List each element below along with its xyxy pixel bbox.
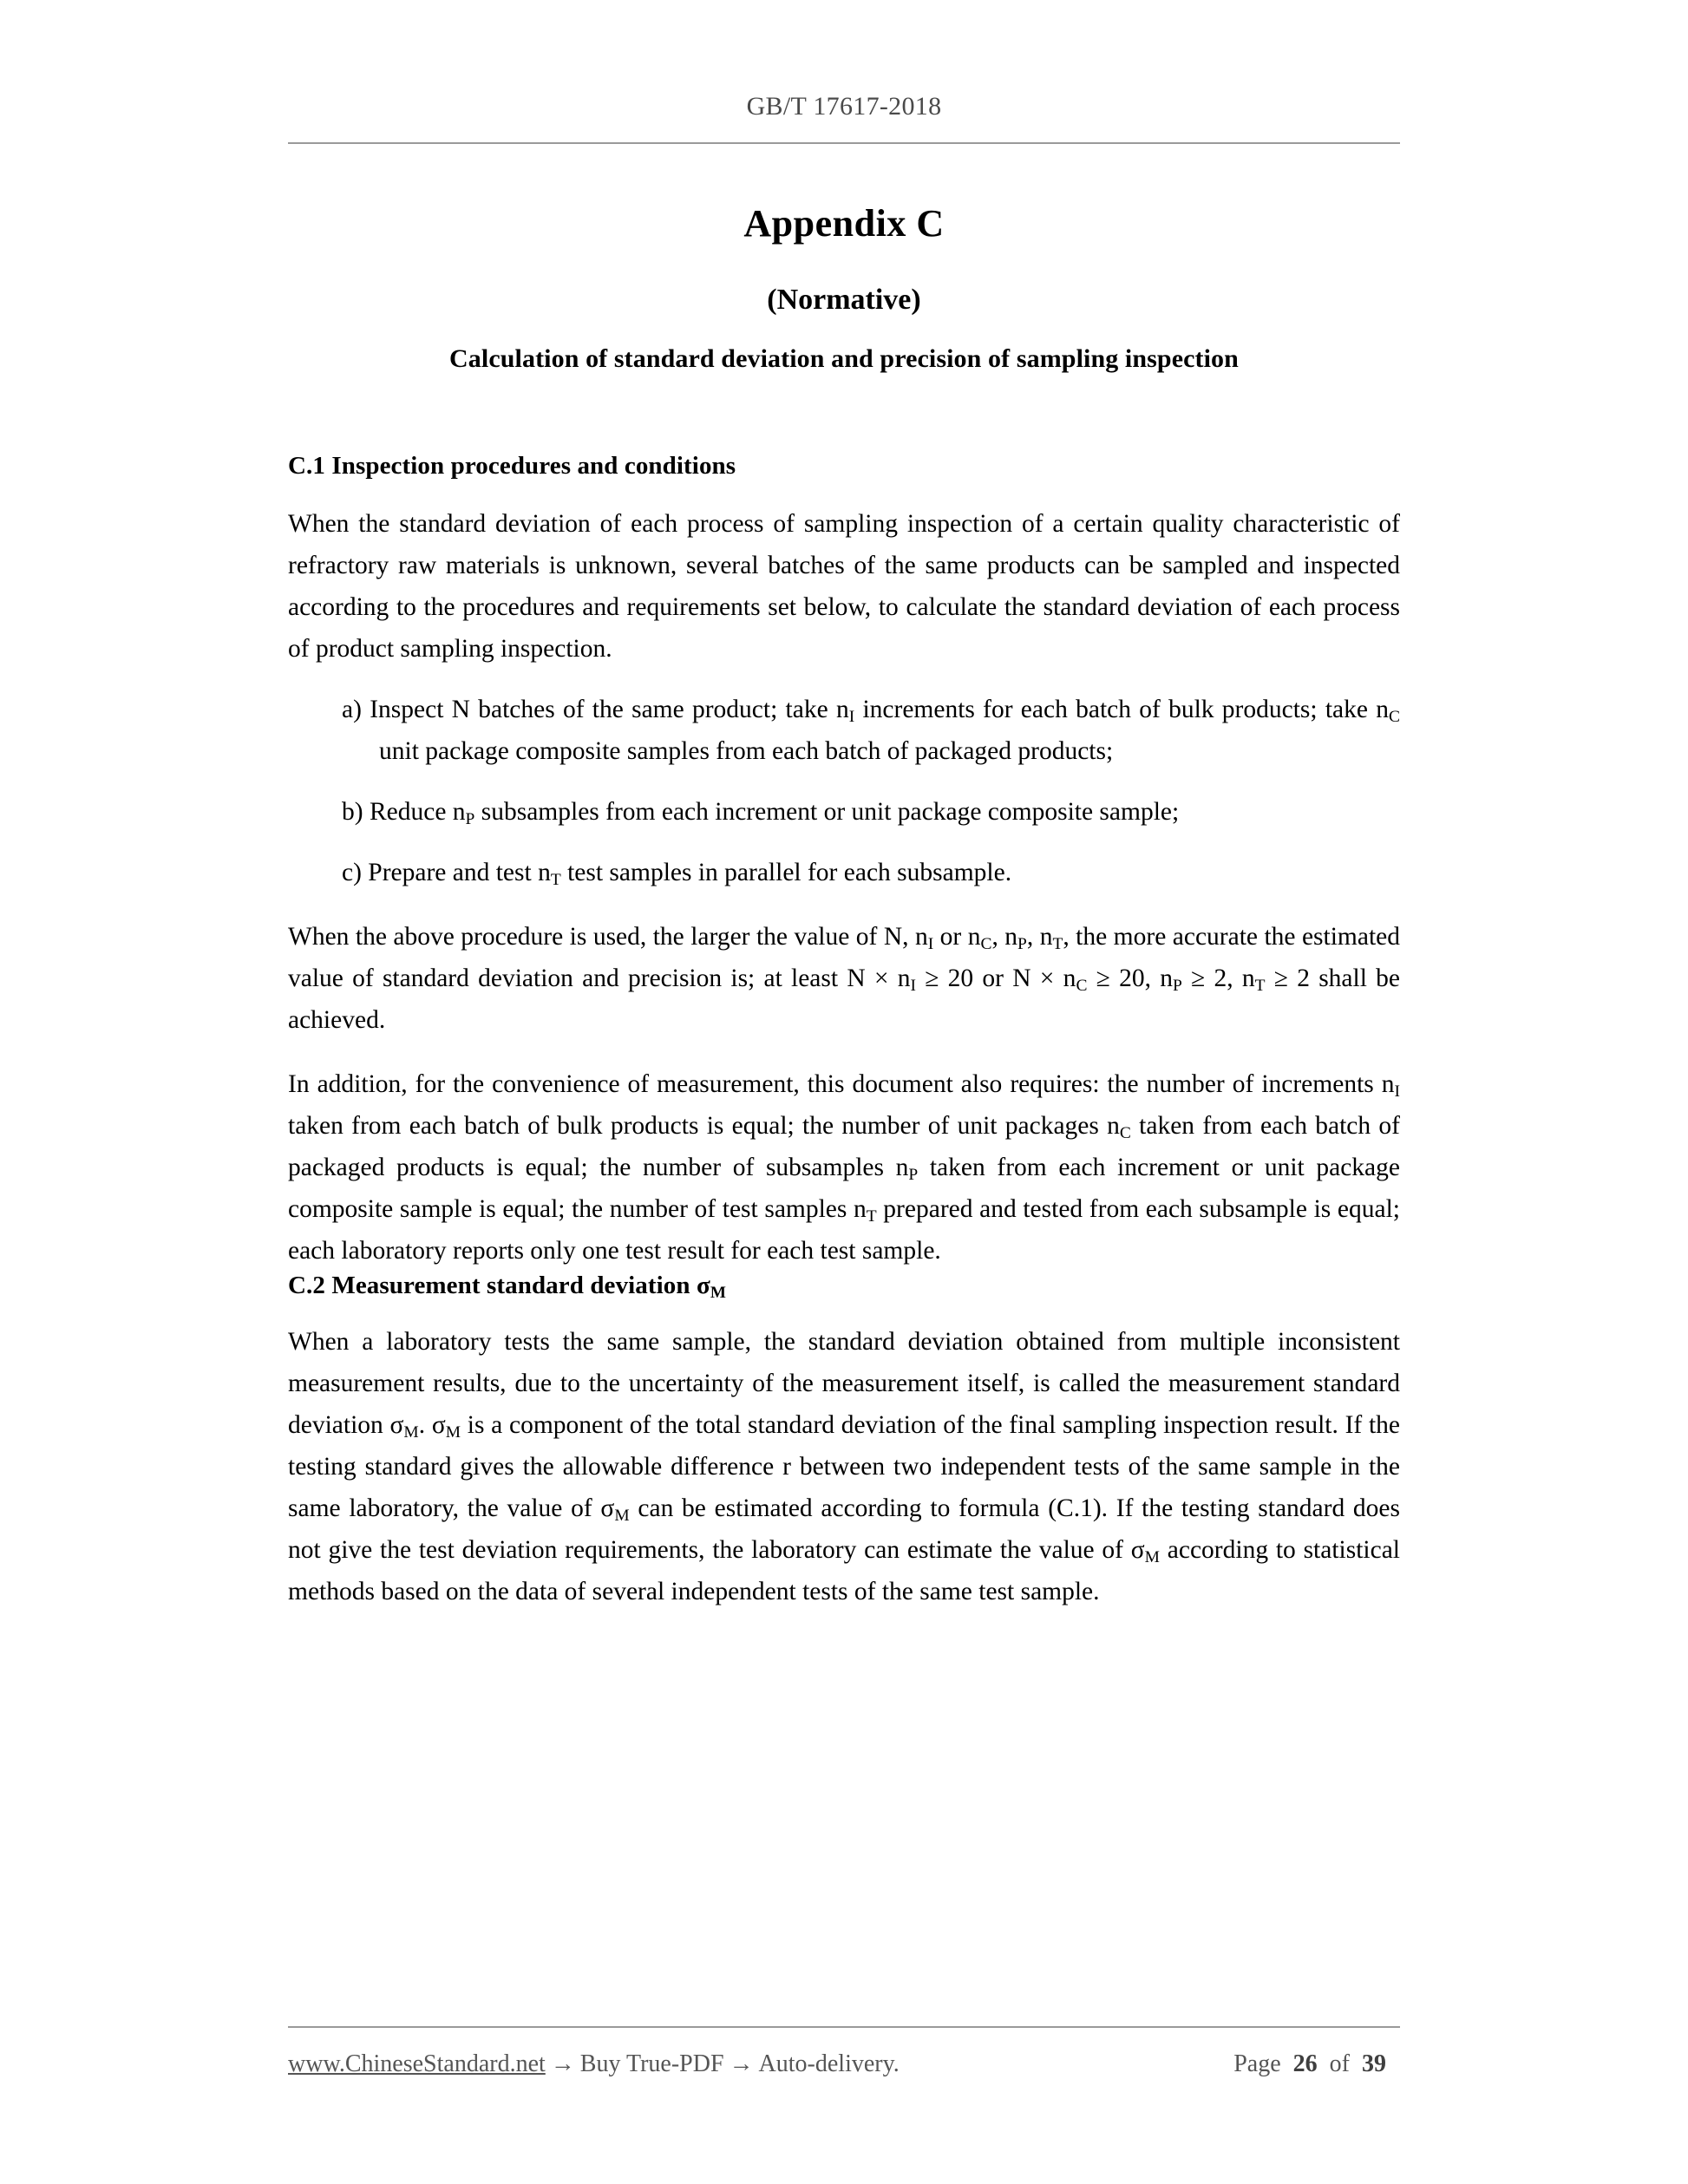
subscript-n-p: P (1172, 976, 1182, 995)
text-run: ≥ 2, n (1181, 964, 1255, 992)
text-run: taken from each increment or unit package composite sample is equal; the number of test samples n (288, 1154, 1400, 1223)
text-run: prepared and tested from each subsample is equal; each laboratory reports only one test result for each test sample. (288, 1195, 1401, 1265)
text-run: taken from each batch of packaged products is equal; the number of subsamples n (288, 1112, 1401, 1181)
text-run: according to statistical methods based on the data of several independent tests of the same test sample. (288, 1536, 1400, 1605)
subscript-n-c: C (980, 934, 992, 953)
page-footer (288, 2026, 1400, 2078)
heading-c2 (288, 1272, 1400, 1300)
heading-c1: C.1 Inspection procedures and conditions (288, 452, 736, 480)
subscript-sigma-m: M (403, 1422, 419, 1442)
list-text: unit package composite samples from each batch of packaged products; (379, 737, 1114, 765)
footer-promo (288, 2050, 900, 2078)
appendix-title: Appendix C (743, 202, 945, 245)
subscript-n-t: T (1052, 934, 1063, 953)
arrow-right-icon: → (729, 2050, 754, 2077)
subscript-n-i: I (848, 707, 855, 726)
text-run: When a laboratory tests the same sample, the standard deviation obtained from multiple inconsistent measurement results, due to the uncertainty of the measurement itself, is called the measurement standard deviation σ (288, 1328, 1400, 1439)
subscript-sigma-m: M (445, 1422, 461, 1442)
page-content (288, 0, 1400, 2184)
list-item (288, 689, 1400, 772)
text-run: , n (1026, 923, 1053, 951)
footer-buy-text: Buy True-PDF (579, 2050, 724, 2077)
list-item (288, 852, 1400, 893)
subscript-n-i: I (927, 934, 934, 953)
list-marker-c: c) (342, 859, 362, 886)
subscript-n-t: T (550, 870, 561, 889)
subscript-n-c: C (1119, 1123, 1131, 1142)
appendix-subject-title: Calculation of standard deviation and precision of sampling inspection (449, 344, 1239, 373)
paragraph-c1-intro: When the standard deviation of each process of sampling inspection of a certain quality characteristic of refractory raw materials is unknown, several batches of the same products can be sampled and inspected according to the procedures and requirements set below, to calculate the standard deviation of each process of product sampling inspection. (288, 510, 1400, 663)
text-run: When the above procedure is used, the larger the value of N, n (288, 923, 928, 951)
title-block (288, 201, 1400, 374)
list-marker-b: b) (342, 798, 363, 826)
footer-url-link[interactable]: www.ChineseStandard.net (288, 2050, 546, 2077)
subscript-n-p: P (465, 809, 475, 828)
list-text: subsamples from each increment or unit package composite sample; (474, 798, 1180, 826)
text-run: can be estimated according to formula (C.1). If the testing standard does not give the test deviation requirements, the laboratory can estimate the value of σ (288, 1494, 1401, 1564)
footer-divider (288, 2026, 1400, 2028)
running-head: GB/T 17617-2018 (746, 92, 942, 121)
subscript-sigma-m: M (710, 1283, 727, 1302)
subscript-n-p: P (908, 1165, 919, 1184)
subscript-n-c: C (1389, 707, 1400, 726)
list-item (288, 791, 1400, 833)
list-text: Prepare and test n (368, 859, 551, 886)
list-marker-a: a) (342, 696, 362, 723)
text-run: , n (991, 923, 1018, 951)
text-run: or n (933, 923, 981, 951)
subscript-n-i: I (1394, 1082, 1400, 1101)
list-text: test samples in parallel for each subsample. (560, 859, 1012, 886)
subscript-sigma-m: M (1144, 1547, 1160, 1566)
text-run: In addition, for the convenience of measurement, this document also requires: the number of increments n (288, 1070, 1395, 1098)
subscript-n-t: T (866, 1206, 877, 1226)
page-label: Page (1233, 2050, 1281, 2077)
total-page-count: 39 (1362, 2050, 1386, 2077)
page-indicator (1233, 2050, 1400, 2078)
footer-delivery-text: Auto-delivery. (758, 2050, 900, 2077)
body-area (288, 452, 1400, 1612)
list-text: Reduce n (369, 798, 466, 826)
text-run: ≥ 20 or N × n (916, 964, 1076, 992)
text-run: taken from each batch of bulk products is equal; the number of unit packages n (288, 1112, 1120, 1140)
normative-label: (Normative) (767, 284, 921, 316)
text-run: ≥ 20, n (1087, 964, 1173, 992)
heading-text: C.2 Measurement standard deviation σ (288, 1272, 710, 1299)
subscript-n-c: C (1076, 976, 1088, 995)
footer-row (288, 2050, 1400, 2078)
subscript-sigma-m: M (614, 1506, 630, 1525)
paragraph-addition (288, 1063, 1400, 1272)
list-text: Inspect N batches of the same product; take n (370, 696, 849, 723)
text-run: . σ (418, 1411, 446, 1439)
paragraph-requirements (288, 916, 1400, 1041)
subscript-n-i: I (910, 976, 916, 995)
subscript-n-p: P (1017, 934, 1027, 953)
subscript-n-t: T (1254, 976, 1266, 995)
text-run: , the more accurate the estimated value of standard deviation and precision is; at least N × n (288, 923, 1400, 992)
current-page-number: 26 (1292, 2050, 1318, 2077)
of-label: of (1329, 2050, 1350, 2077)
text-run: is a component of the total standard deviation of the final sampling inspection result. If the testing standard gives the allowable difference r between two independent tests of the same sample in the same laboratory, the value of σ (288, 1411, 1400, 1522)
paragraph-c2 (288, 1321, 1400, 1612)
list-text: increments for each batch of bulk products; take n (854, 696, 1390, 723)
procedure-list (288, 689, 1400, 893)
arrow-right-icon: → (550, 2050, 575, 2077)
text-run: ≥ 2 shall be achieved. (288, 964, 1400, 1034)
header-divider (288, 142, 1400, 144)
